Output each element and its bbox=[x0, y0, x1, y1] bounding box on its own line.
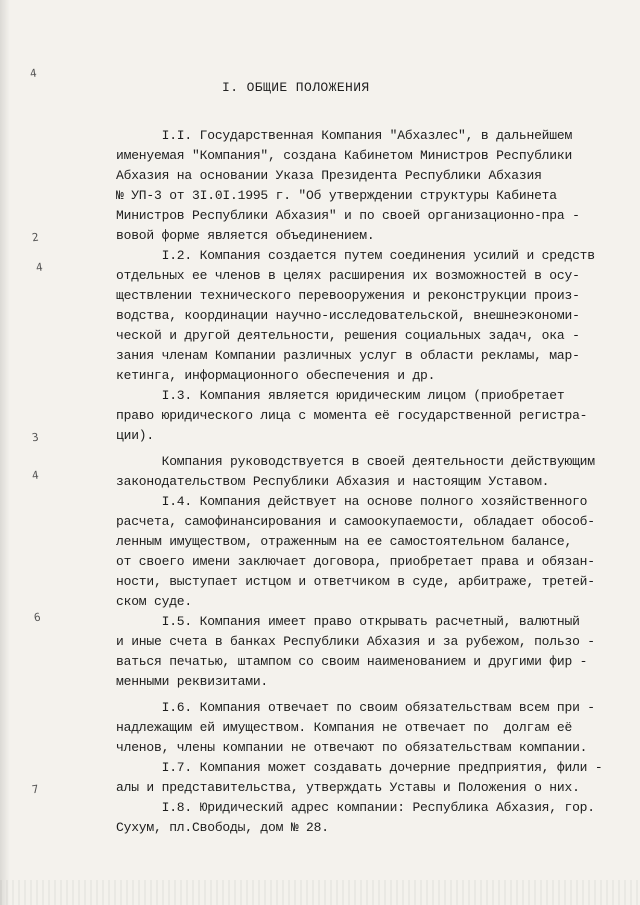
margin-mark: 4 bbox=[29, 66, 38, 81]
margin-mark: 6 bbox=[33, 610, 42, 625]
text-line: ленным имуществом, отраженным на ее самостоятельном балансе, bbox=[116, 534, 573, 549]
text-line: членов, члены компании не отвечают по обязательствам компании. bbox=[116, 740, 588, 755]
margin-mark: 2 bbox=[31, 230, 40, 245]
text-line: ваться печатью, штампом со своим наименованием и другими фир - bbox=[116, 654, 588, 669]
text-line: ности, выступает истцом и ответчиком в суде, арбитраже, третей- bbox=[116, 574, 595, 589]
text-line: алы и представительства, утверждать Уставы и Положения о них. bbox=[116, 780, 580, 795]
text-line: I.3. Компания является юридическим лицом (приобретает bbox=[116, 388, 565, 403]
text-line: Министров Республики Абхазия" и по своей организационно-пра - bbox=[116, 208, 580, 223]
text-line: вовой форме является объединением. bbox=[116, 228, 375, 243]
text-line: именуемая "Компания", создана Кабинетом Министров Республики bbox=[116, 148, 573, 163]
scan-bottom-noise bbox=[0, 880, 640, 905]
text-line: от своего имени заключает договора, приобретает права и обязан- bbox=[116, 554, 595, 569]
text-line: отдельных ее членов в целях расширения их возможностей в осу- bbox=[116, 268, 580, 283]
text-line: № УП-3 от 3I.0I.1995 г. "Об утверждении структуры Кабинета bbox=[116, 188, 557, 203]
text-line: ции). bbox=[116, 428, 155, 443]
text-line: зания членам Компании различных услуг в области рекламы, мар- bbox=[116, 348, 580, 363]
margin-mark: 7 bbox=[31, 782, 40, 797]
text-line: I.2. Компания создается путем соединения усилий и средств bbox=[116, 248, 595, 263]
text-line: и иные счета в банках Республики Абхазия и за рубежом, пользо - bbox=[116, 634, 595, 649]
margin-mark: 3 bbox=[31, 430, 40, 445]
text-line: ском суде. bbox=[116, 594, 193, 609]
text-line: I.5. Компания имеет право открывать расчетный, валютный bbox=[116, 614, 580, 629]
text-line: I.8. Юридический адрес компании: Республика Абхазия, гор. bbox=[116, 800, 595, 815]
text-line: Сухум, пл.Свободы, дом № 28. bbox=[116, 820, 329, 835]
text-line: законодательством Республики Абхазия и настоящим Уставом. bbox=[116, 474, 550, 489]
text-line: ществлении технического перевооружения и реконструкции произ- bbox=[116, 288, 580, 303]
text-line: I.4. Компания действует на основе полного хозяйственного bbox=[116, 494, 588, 509]
text-line: I.6. Компания отвечает по своим обязательствам всем при - bbox=[116, 700, 595, 715]
section-title: I. ОБЩИЕ ПОЛОЖЕНИЯ bbox=[222, 80, 370, 95]
text-line: ческой и другой деятельности, решения социальных задач, ока - bbox=[116, 328, 580, 343]
text-line: водства, координации научно-исследовательской, внешнеэкономи- bbox=[116, 308, 580, 323]
scan-edge-shadow bbox=[0, 0, 10, 905]
text-line: I.I. Государственная Компания "Абхазлес", в дальнейшем bbox=[116, 128, 573, 143]
text-line: менными реквизитами. bbox=[116, 674, 269, 689]
text-line: I.7. Компания может создавать дочерние предприятия, фили - bbox=[116, 760, 603, 775]
margin-mark: 4 bbox=[31, 468, 40, 483]
text-line: Компания руководствуется в своей деятельности действующим bbox=[116, 454, 595, 469]
text-line: Абхазия на основании Указа Президента Республики Абхазия bbox=[116, 168, 542, 183]
margin-mark: 4 bbox=[35, 260, 44, 275]
text-line: расчета, самофинансирования и самоокупаемости, обладает обособ- bbox=[116, 514, 595, 529]
text-line: кетинга, информационного обеспечения и др. bbox=[116, 368, 436, 383]
text-line: право юридического лица с момента её государственной регистра- bbox=[116, 408, 588, 423]
text-line: надлежащим ей имуществом. Компания не отвечает по долгам её bbox=[116, 720, 573, 735]
